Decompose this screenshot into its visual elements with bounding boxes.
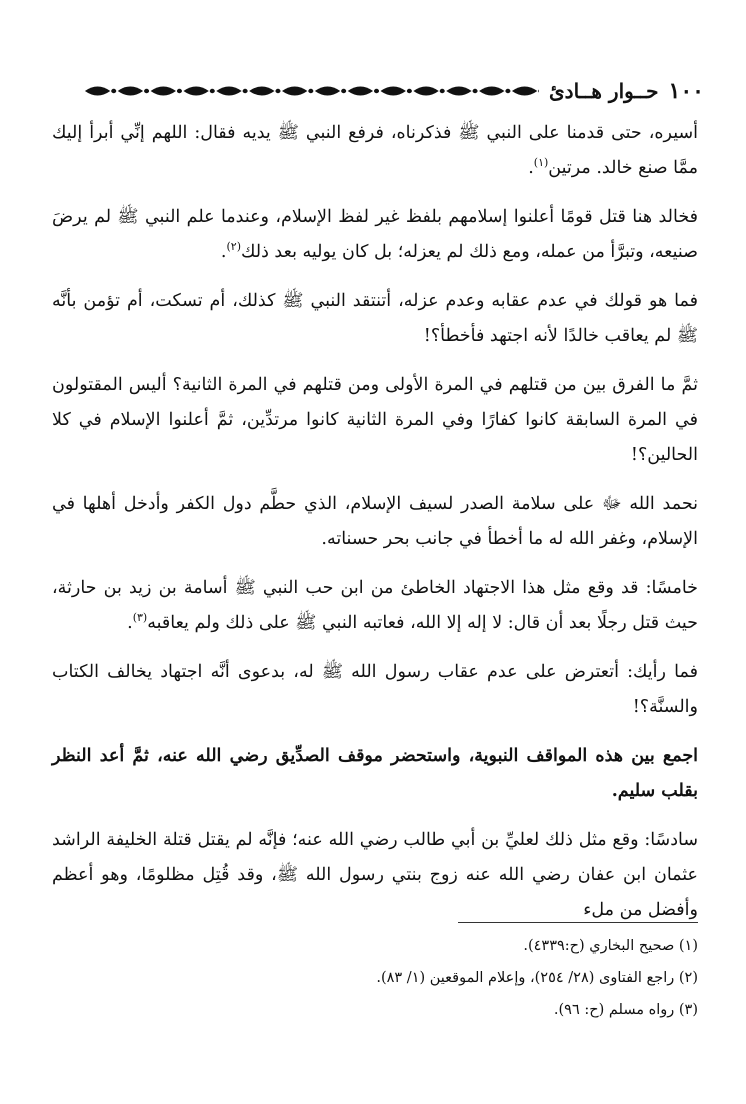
paragraph-3: فما هو قولك في عدم عقابه وعدم عزله، أتنتقد النبي ﷺ كذلك، أم تسكت، أم تؤمن بأنَّه ﷺ لم يعاقب خالدًا لأنه اجتهد فأخطأ؟!: [52, 291, 698, 346]
running-title: حــوار هــادئ: [549, 79, 659, 103]
footnote-divider: [458, 922, 698, 923]
paragraph-7: فما رأيك: أتعترض على عدم عقاب رسول الله ﷺ له، بدعوى أنَّه اجتهاد يخالف الكتاب والسنَّة؟!: [52, 662, 698, 717]
paragraph-4: ثمَّ ما الفرق بين من قتلهم في المرة الأولى ومن قتلهم في المرة الثانية؟ أليس المقتولون في المرة السابقة كانوا كفارًا وفي المرة الثانية كانوا مرتدِّين، ثمَّ أعلنوا الإسلام في كلا الحالين؟!: [52, 375, 698, 465]
footnote-1: (١) صحيح البخاري (ح:٤٣٣٩).: [523, 938, 698, 954]
main-text: [52, 116, 698, 942]
paragraph-9: سادسًا: وقع مثل ذلك لعليِّ بن أبي طالب رضي الله عنه؛ فإنَّه لم يقتل قتلة الخليفة الراشد عثمان ابن عفان رضي الله عنه زوج بنتي رسول الله ﷺ، وقد قُتِل مظلومًا، وهو أعظم وأفضل من ملء: [52, 830, 698, 920]
paragraph-8: اجمع بين هذه المواقف النبوية، واستحضر موقف الصدِّيق رضي الله عنه، ثمَّ أعد النظر بقلب سليم.: [52, 746, 698, 801]
paragraph-1: أسيره، حتى قدمنا على النبي ﷺ فذكرناه، فرفع النبي ﷺ يديه فقال: اللهم إنِّي أبرأ إليك ممَّا صنع خالد. مرتين$^{(١)}$.: [52, 123, 698, 178]
paragraph-6: خامسًا: قد وقع مثل هذا الاجتهاد الخاطئ من ابن حب النبي ﷺ أسامة بن زيد بن حارثة، حيث قتل رجلًا بعد أن قال: لا إله إلا الله، فعاتبه النبي ﷺ على ذلك ولم يعاقبه$^{(٣)}$.: [52, 578, 698, 633]
paragraph-2: فخالد هنا قتل قومًا أعلنوا إسلامهم بلفظ غير لفظ الإسلام، وعندما علم النبي ﷺ لم يرضَ صنيعه، وتبرَّأ من عمله، ومع ذلك لم يعزله؛ بل كان يوليه بعد ذلك$^{(٢)}$.: [52, 207, 698, 262]
page-header: [78, 74, 704, 108]
footnote-ref-3[interactable]: (٣): [132, 611, 148, 625]
paragraph-5: نحمد الله ﷻ على سلامة الصدر لسيف الإسلام، الذي حطَّم دول الكفر وأدخل أهلها في الإسلام، وغفر الله له ما أخطأ في جانب بحر حسناته.: [52, 494, 698, 549]
footnote-2: (٢) راجع الفتاوى (٢٨/ ٢٥٤)، وإعلام الموقعين (١/ ٨٣).: [376, 970, 698, 986]
page-number: ١٠٠: [668, 78, 704, 104]
footnote-ref-2[interactable]: (٢): [226, 240, 241, 254]
footnote-3: (٣) رواه مسلم (ح: ٩٦).: [553, 1002, 698, 1018]
footnotes: [200, 930, 698, 1026]
footnote-ref-1[interactable]: (١): [533, 156, 549, 170]
ornament-border-icon: [78, 80, 539, 102]
